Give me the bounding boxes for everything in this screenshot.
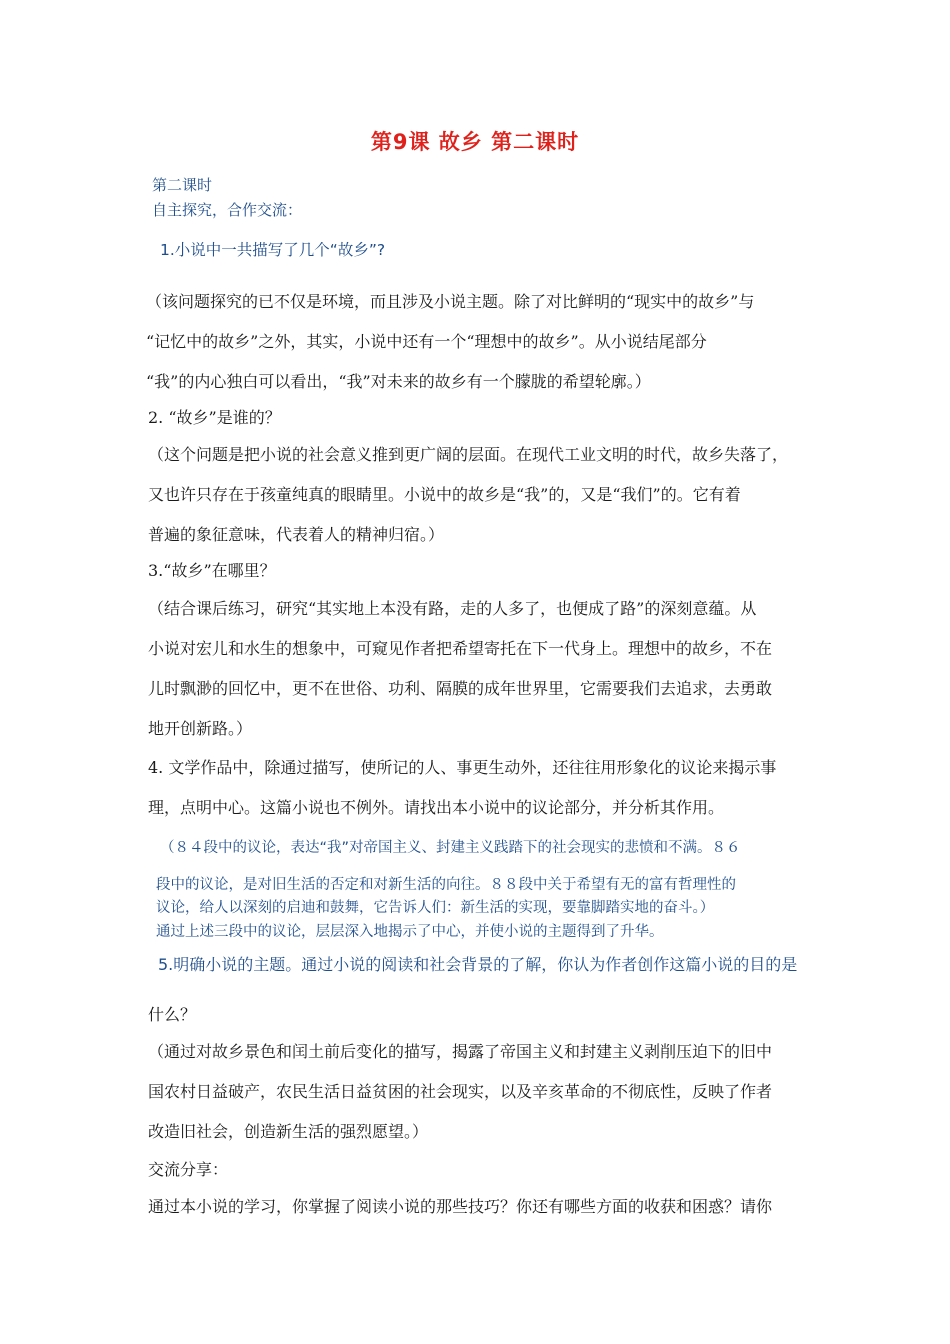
answer-4-line: 通过上述三段中的议论，层层深入地揭示了中心，并使小说的主题得到了升华。 — [156, 924, 664, 940]
answer-1-line: “我”的内心独白可以看出，“我”对未来的故乡有一个朦胧的希望轮廓。） — [146, 372, 651, 391]
answer-4-line: 段中的议论，是对旧生活的否定和对新生活的向往。８８段中关于希望有无的富有哲理性的 — [156, 877, 736, 893]
question-2: 2. “故乡”是谁的？ — [148, 408, 281, 427]
share-text: 通过本小说的学习，你掌握了阅读小说的那些技巧？你还有哪些方面的收获和困惑？请你 — [148, 1197, 773, 1216]
answer-3-line: 地开创新路。） — [148, 719, 253, 738]
answer-2-line: 又也许只存在于孩童纯真的眼睛里。小说中的故乡是“我”的，又是“我们”的。它有着 — [148, 485, 741, 504]
answer-5-line: 改造旧社会，创造新生活的强烈愿望。） — [148, 1122, 429, 1141]
question-4-line: 4. 文学作品中，除通过描写，使所记的人、事更生动外，还往往用形象化的议论来揭示事 — [148, 758, 777, 777]
answer-3-line: （结合课后练习，研究“其实地上本没有路，走的人多了，也便成了路”的深刻意蕴。从 — [148, 599, 757, 618]
question-5-continued: 什么？ — [148, 1005, 197, 1024]
answer-2-line: 普遍的象征意味，代表着人的精神归宿。） — [148, 525, 445, 544]
page-title: 第9课 故乡 第二课时 — [370, 130, 580, 154]
answer-3-line: 小说对宏儿和水生的想象中，可窥见作者把希望寄托在下一代身上。理想中的故乡，不在 — [148, 639, 773, 658]
answer-4-line: 议论，给人以深刻的启迪和鼓舞，它告诉人们：新生活的实现，要靠脚踏实地的奋斗。） — [156, 900, 715, 916]
answer-1-line: “记忆中的故乡”之外，其实，小说中还有一个“理想中的故乡”。从小说结尾部分 — [146, 332, 707, 351]
answer-1-line: （该问题探究的已不仅是环境，而且涉及小说主题。除了对比鲜明的“现实中的故乡”与 — [146, 292, 755, 311]
answer-3-line: 儿时飘渺的回忆中，更不在世俗、功利、隔膜的成年世界里，它需要我们去追求，去勇敢 — [148, 679, 773, 698]
subheading: 自主探究，合作交流： — [152, 201, 303, 219]
answer-5-line: 国农村日益破产，农民生活日益贫困的社会现实，以及辛亥革命的不彻底性，反映了作者 — [148, 1082, 773, 1101]
answer-2-line: （这个问题是把小说的社会意义推到更广阔的层面。在现代工业文明的时代，故乡失落了， — [148, 445, 789, 464]
answer-4-line: （８４段中的议论，表达“我”对帝国主义、封建主义践踏下的社会现实的悲愤和不满。８６ — [160, 840, 741, 856]
question-4-line: 理，点明中心。这篇小说也不例外。请找出本小说中的议论部分，并分析其作用。 — [148, 798, 725, 817]
share-heading: 交流分享： — [148, 1160, 229, 1179]
section-heading: 第二课时 — [152, 176, 213, 194]
answer-5-line: （通过对故乡景色和闰土前后变化的描写，揭露了帝国主义和封建主义剥削压迫下的旧中 — [148, 1042, 773, 1061]
question-3: 3.“故乡”在哪里？ — [148, 561, 276, 580]
question-1: 1.小说中一共描写了几个“故乡”? — [160, 241, 386, 259]
question-5: 5.明确小说的主题。通过小说的阅读和社会背景的了解，你认为作者创作这篇小说的目的是 — [158, 955, 798, 974]
